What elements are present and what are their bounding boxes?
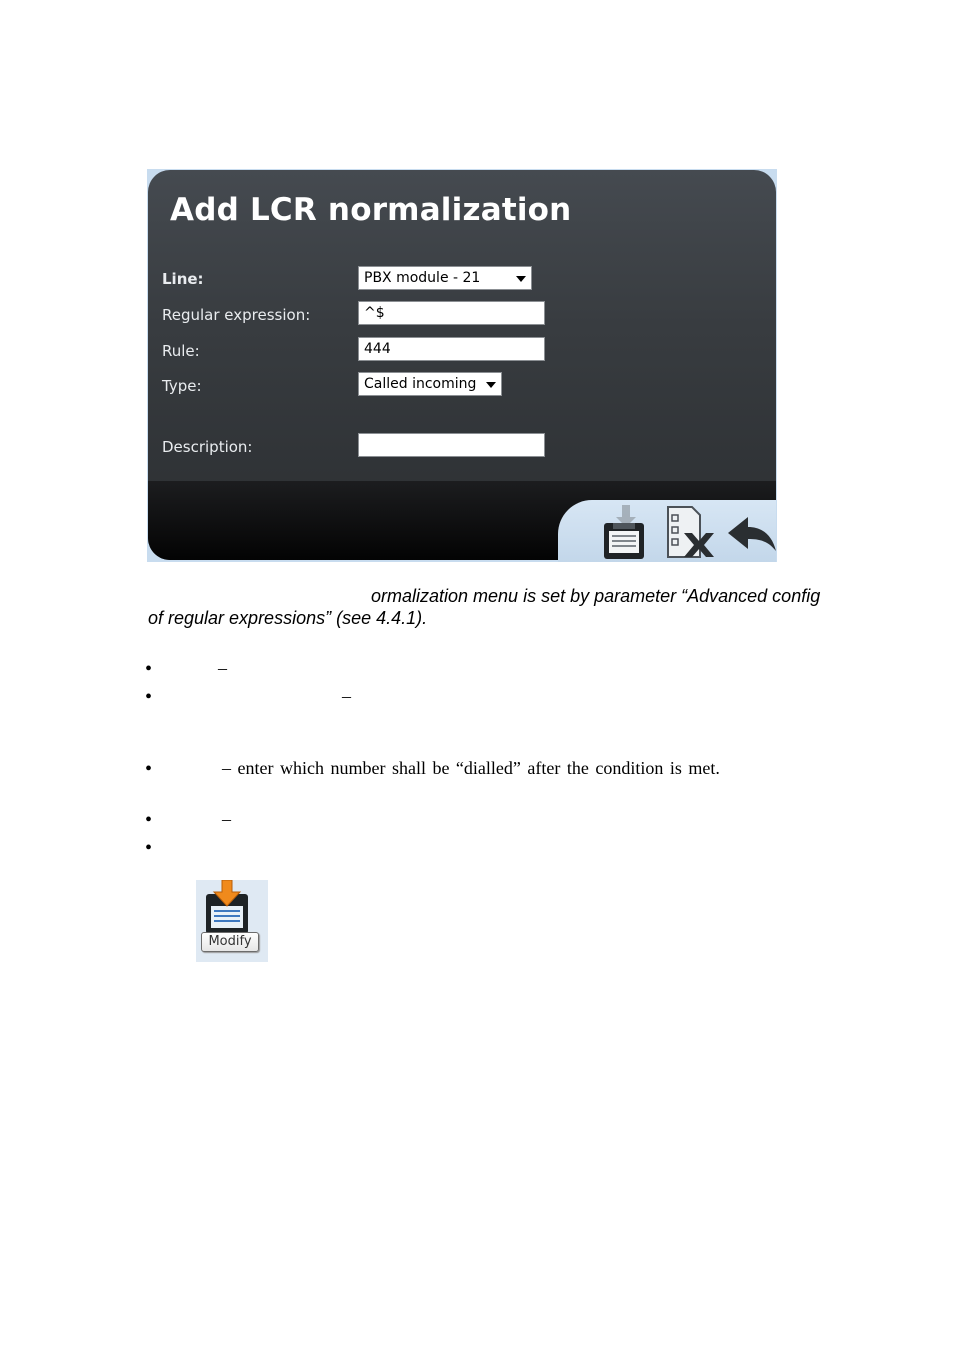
cancel-button[interactable] — [662, 503, 718, 561]
bullet-1: • — [145, 658, 153, 680]
type-select[interactable] — [358, 372, 502, 396]
regex-input[interactable]: ^$ — [358, 301, 545, 325]
back-button[interactable] — [724, 503, 780, 561]
bullet-4-dash: – — [222, 809, 231, 829]
rule-label: Rule: — [162, 342, 200, 360]
save-arrow-icon — [196, 880, 268, 940]
rule-input[interactable]: 444 — [358, 337, 545, 361]
back-arrow-icon — [724, 503, 780, 561]
dialog-screenshot — [147, 169, 777, 562]
modify-button[interactable] — [196, 880, 268, 962]
bullet-5: • — [145, 837, 153, 859]
chevron-down-icon — [516, 276, 526, 282]
description-input[interactable] — [358, 433, 545, 457]
bullet-2-dash: – — [342, 686, 351, 706]
save-button[interactable] — [596, 503, 652, 561]
cancel-icon — [662, 503, 718, 561]
save-icon — [596, 503, 652, 561]
paragraph-line-1: ormalization menu is set by parameter “Advanced config — [371, 586, 821, 606]
bullet-3: • — [145, 758, 153, 780]
chevron-down-icon — [486, 382, 496, 388]
action-bar — [558, 500, 776, 562]
line-select[interactable] — [358, 266, 532, 290]
bullet-4: • — [145, 809, 153, 831]
bullet-2: • — [145, 686, 153, 708]
description-label: Description: — [162, 438, 253, 456]
bullet-3-text: – enter which number shall be “dialled” after the condition is met. — [222, 758, 720, 778]
modify-label: Modify — [201, 932, 259, 952]
bullet-1-dash: – — [218, 658, 227, 678]
type-select-value: Called incoming — [364, 376, 477, 392]
paragraph-line-2: of regular expressions” (see 4.4.1). — [148, 608, 428, 628]
dialog-title: Add LCR normalization — [170, 192, 572, 228]
type-label: Type: — [162, 377, 202, 395]
line-label: Line: — [162, 270, 204, 288]
regex-label: Regular expression: — [162, 306, 311, 324]
line-select-value: PBX module - 21 — [364, 270, 481, 286]
